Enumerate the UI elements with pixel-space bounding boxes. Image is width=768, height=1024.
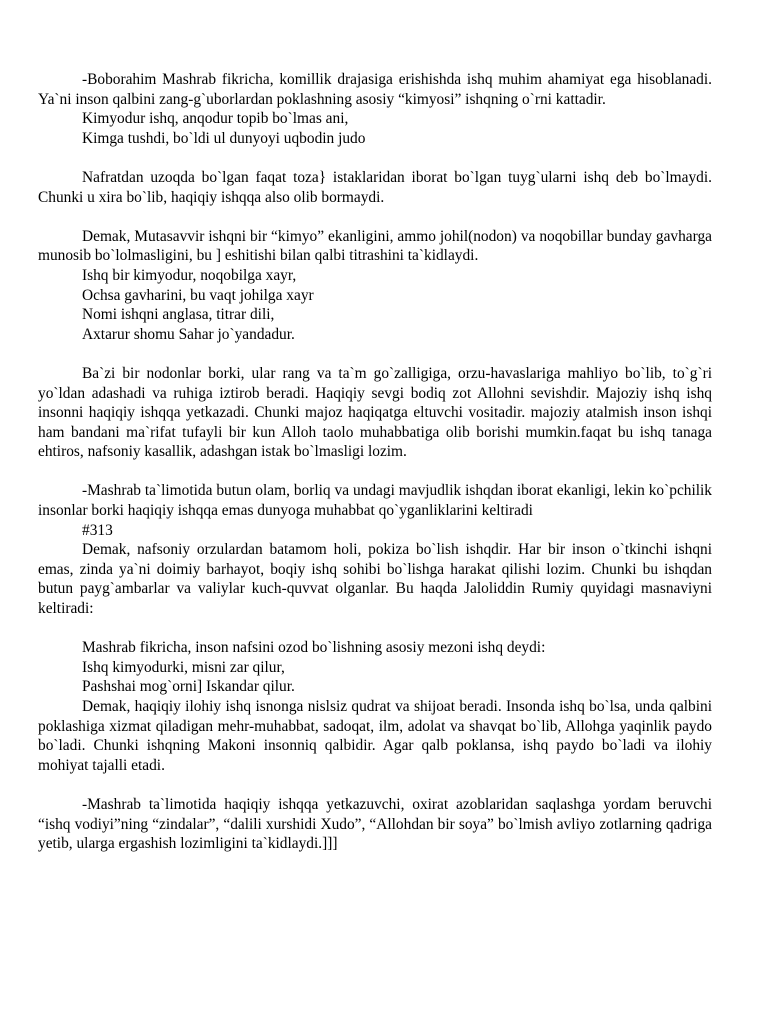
- verse-intro-line: Mashrab fikricha, inson nafsini ozod bo`lishning asosiy mezoni ishq deydi:: [82, 639, 546, 657]
- paragraph: Ba`zi bir nodonlar borki, ular rang va ta`m go`zalligiga, orzu-havaslariga mahliyo bo`lib, to`g`ri yo`ldan adashadi va ruhiga iztirob beradi. Haqiqiy sevgi bodiq zot Allohni sevishdir. Majoziy ishq ishq insonni haqiqiy ishqqa yetkazadi. Chunki majoz haqiqatga eltuvchi vositadir. majoziy atalmish inson ishqi ham bandani ma`rifat tufayli bir kun Alloh taolo muhabbatiga olib borishi mumkin.faqat bu ishq tanaga ehtiros, nafsoniy kasallik, adashgan istak bo`lmasligi lozim.: [38, 364, 712, 461]
- verse-line: Nomi ishqni anglasa, titrar dili,: [82, 306, 275, 324]
- reference-number: #313: [82, 521, 113, 539]
- paragraph: -Mashrab ta`limotida butun olam, borliq va undagi mavjudlik ishqdan iborat ekanligi, lekin ko`pchilik insonlar borki haqiqiy ishqqa emas dunyoga muhabbat qo`yganliklarini keltiradi: [38, 482, 712, 520]
- paragraph-gap: [38, 462, 712, 482]
- paragraph: -Mashrab ta`limotida haqiqiy ishqqa yetkazuvchi, oxirat azoblaridan saqlashga yordam beruvchi “ishq vodiyi”ning “zindalar”, “dalili xurshidi Xudo”, “Allohdan bir soya” bo`lmish avliyo zotlarning qadriga yetib, ularga ergashish lozimligini ta`kidlaydi.]]]: [38, 795, 712, 853]
- verse-line: Kimyodur ishq, anqodur topib bo`lmas ani,: [82, 110, 349, 128]
- paragraph: Nafratdan uzoqda bo`lgan faqat toza} istaklaridan iborat bo`lgan tuyg`ularni ishq deb bo`lmaydi. Chunki u xira bo`lib, haqiqiy ishqqa also olib bormaydi.: [38, 168, 712, 206]
- paragraph: Demak, Mutasavvir ishqni bir “kimyo” ekanligini, ammo johil(nodon) va noqobillar bunday gavharga munosib bo`lolmasligini, bu ] eshitishi bilan qalbi titrashini ta`kidlaydi.: [38, 227, 712, 265]
- verse-line: Kimga tushdi, bo`ldi ul dunyoyi uqbodin judo: [82, 129, 366, 147]
- paragraph: Demak, haqiqiy ilohiy ishq isnonga nislsiz qudrat va shijoat beradi. Insonda ishq bo`lsa, unda qalbini poklashiga xizmat qiladigan mehr-muhabbat, sadoqat, ilm, adolat va shavqat bo`lib, Allohga yaqinlik paydo bo`ladi. Chunki ishqning Makoni insonniq qalbidir. Agar qalb poklansa, ishq paydo bo`ladi va ilohiy mohiyat tajalli etadi.: [38, 698, 712, 774]
- paragraph-gap: [38, 207, 712, 227]
- document-page: [38, 70, 712, 854]
- verse-line: Pashshai mog`orni] Iskandar qilur.: [82, 678, 295, 696]
- verse-line: Axtarur shomu Sahar jo`yandadur.: [82, 325, 295, 343]
- paragraph-gap: [38, 344, 712, 364]
- paragraph: -Boborahim Mashrab fikricha, komillik drajasiga erishishda ishq muhim ahamiyat ega hisoblanadi. Ya`ni inson qalbini zang-g`uborlardan poklashning asosiy “kimyosi” ishqning o`rni kattadir.: [38, 71, 712, 108]
- paragraph-gap: [38, 775, 712, 795]
- paragraph-gap: [38, 148, 712, 168]
- paragraph-gap: [38, 619, 712, 639]
- verse-line: Ishq kimyodurki, misni zar qilur,: [82, 658, 285, 676]
- verse-line: Ochsa gavharini, bu vaqt johilga xayr: [82, 286, 314, 304]
- verse-line: Ishq bir kimyodur, noqobilga xayr,: [82, 266, 297, 284]
- paragraph: Demak, nafsoniy orzulardan batamom holi, pokiza bo`lish ishqdir. Har bir inson o`tkinchi ishqni emas, zinda ya`ni doimiy barhayot, boqiy ishq sohibi bo`lishga harakat qilishi lozim. Chunki bu ishqdan butun payg`ambarlar va valiylar kuch-quvvat olganlar. Bu haqda Jaloliddin Rumiy quyidagi masnaviyni keltiradi:: [38, 541, 712, 618]
